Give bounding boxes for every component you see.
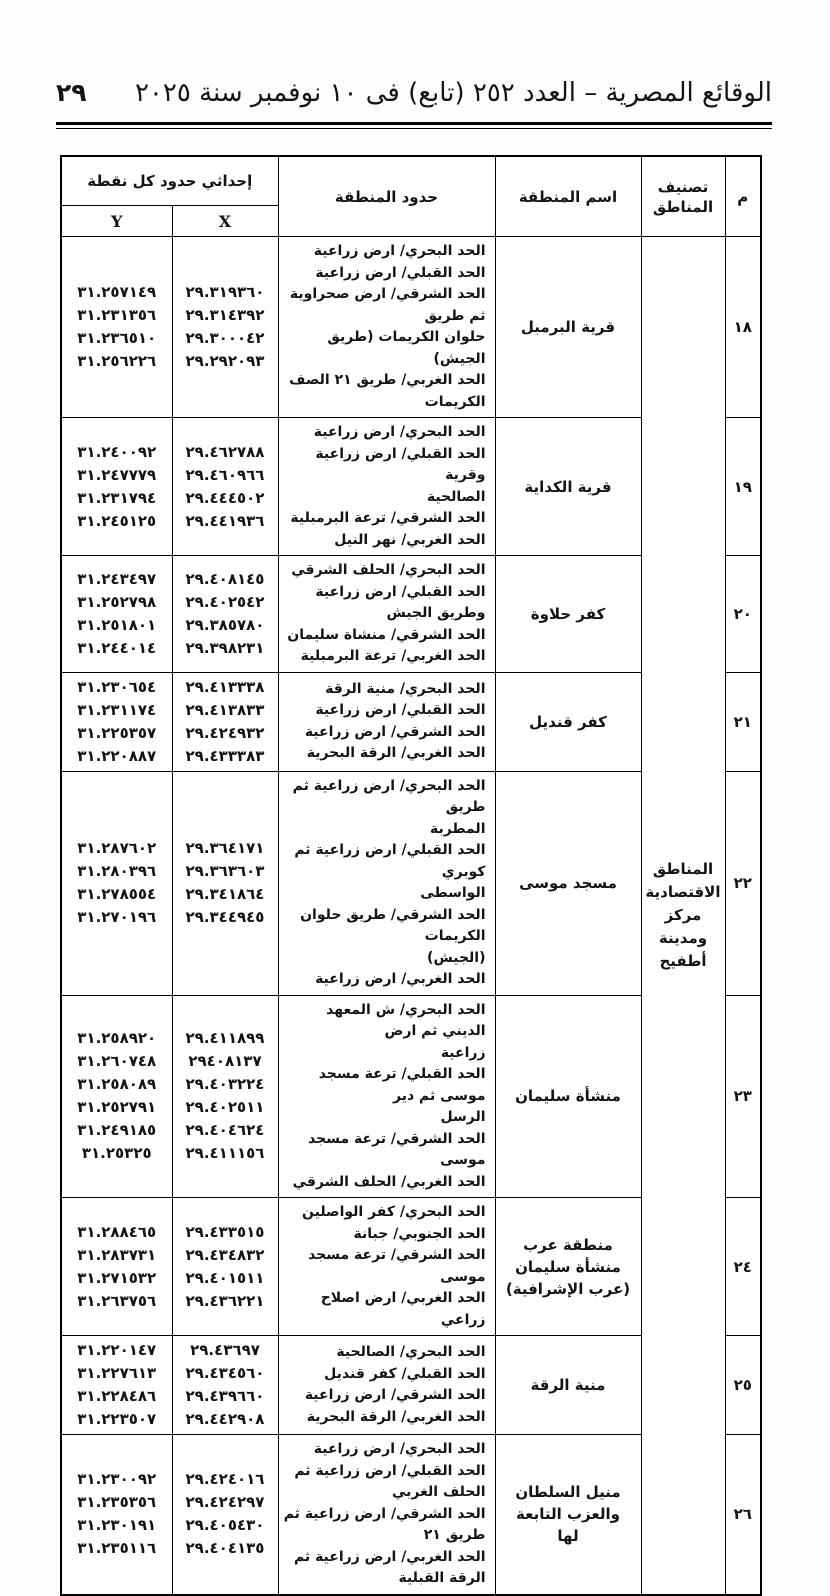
y-coordinate-value: ٣١.٢٢٣٥٠٧ bbox=[77, 1410, 157, 1428]
classification-line: المناطق bbox=[652, 859, 714, 878]
x-coordinate-value: ٢٩.٤٠٥٤٣٠ bbox=[185, 1516, 265, 1535]
row-index-cell: ١٩ bbox=[725, 418, 761, 556]
boundary-line: الحد البحري/ الصالحية bbox=[336, 1344, 486, 1360]
y-coordinate-value: ٣١.٢٤٩١٨٥ bbox=[77, 1121, 157, 1140]
boundary-line: الحد البحري/ ارض زراعية bbox=[313, 1441, 486, 1457]
page-number: ٢٩ bbox=[56, 78, 87, 107]
boundary-line: الحد البحري/ ارض زراعية bbox=[313, 243, 486, 259]
x-coordinate-value: ٢٩.٣٩٨٢٣١ bbox=[185, 638, 265, 657]
x-coordinate-value: ٢٩.٤٣٣٥١٥ bbox=[185, 1222, 265, 1241]
area-bounds-cell bbox=[278, 556, 495, 673]
boundary-line: الصالحية bbox=[426, 488, 486, 505]
y-coordinate-value: ٣١.٢٥٨٠٨٩ bbox=[77, 1075, 157, 1094]
y-coordinates-cell bbox=[61, 418, 172, 556]
y-coordinate-value: ٣١.٢٨٧٦٠٢ bbox=[77, 839, 157, 857]
x-coordinate-value: ٢٩.٤٦٢٧٨٨ bbox=[185, 442, 265, 461]
y-coordinate-value: ٣١.٢٤٤٠١٤ bbox=[77, 638, 157, 657]
x-coordinates-cell bbox=[172, 418, 278, 556]
boundary-line: الحد البحري/ منية الرقة bbox=[325, 680, 486, 697]
x-coordinate-value: ٢٩.٤٢٤٢٩٧ bbox=[185, 1493, 265, 1512]
classification-line: مركز bbox=[664, 905, 702, 924]
header-y-column: Y bbox=[61, 206, 172, 237]
area-name-cell: مسجد موسى bbox=[495, 771, 641, 995]
y-coordinate-value: ٣١.٢٥٦٢٢٦ bbox=[77, 352, 157, 370]
boundary-line: الحد القبلي/ ارض زراعية ثم كوبري bbox=[294, 842, 486, 880]
boundary-line: الحد الغربي/ الرقة البحرية bbox=[306, 745, 486, 761]
row-index-cell: ١٨ bbox=[725, 237, 761, 418]
boundary-line: الحد الغربي/ طريق ٢١ الصف الكريمات bbox=[289, 372, 486, 410]
y-coordinate-value: ٣١.٢٨٨٤٦٥ bbox=[77, 1222, 157, 1241]
boundary-line: الحد الشرقي/ طريق حلوان الكريمات bbox=[300, 906, 486, 944]
y-coordinates-cell bbox=[61, 771, 172, 995]
y-coordinates-cell bbox=[61, 237, 172, 418]
x-coordinate-value: ٢٩.٣٦٣٦٠٣ bbox=[185, 862, 265, 880]
boundary-line: الحد الغربي/ ارض زراعية bbox=[315, 971, 486, 987]
boundary-line: الحد القبلي/ ارض زراعية ثم الحلف الغربي bbox=[294, 1462, 486, 1500]
x-coordinate-value: ٢٩.٤١٣٨٣٣ bbox=[185, 700, 265, 719]
y-coordinates-cell bbox=[61, 1435, 172, 1595]
y-coordinate-value: ٣١.٢٥١٨٠١ bbox=[77, 615, 157, 634]
y-coordinate-value: ٣١.٢٦٠٧٤٨ bbox=[77, 1052, 157, 1071]
area-bounds-cell bbox=[278, 418, 495, 556]
boundary-line: الحد البحري/ كفر الواصلين bbox=[302, 1204, 486, 1220]
boundary-line: الحد القبلي/ ترعة مسجد موسى ثم دير bbox=[318, 1066, 486, 1104]
x-coordinate-value: ٢٩.٤٤٢٩٠٨ bbox=[185, 1410, 265, 1428]
x-coordinate-value: ٢٩.٤١١٨٩٩ bbox=[185, 1029, 265, 1048]
x-coordinates-cell bbox=[172, 237, 278, 418]
classification-line: ومدينة bbox=[658, 928, 708, 947]
gazette-title: الوقائع المصرية – العدد ٢٥٢ (تابع) فى ١٠ نوفمبر سنة ٢٠٢٥ bbox=[134, 78, 772, 108]
boundary-line: الحد الغربي/ ارض زراعية ثم الرقة القبلية bbox=[293, 1548, 486, 1586]
x-coordinate-value: ٢٩.٤٠٤١٣٥ bbox=[185, 1539, 265, 1558]
header-divider bbox=[56, 122, 772, 129]
y-coordinates-cell bbox=[61, 1198, 172, 1336]
boundary-line: (الجيش) bbox=[427, 949, 486, 966]
boundary-line: الحد القبلي/ ارض زراعية bbox=[315, 264, 486, 281]
row-index-cell: ٢٣ bbox=[725, 995, 761, 1198]
boundary-line: الحد الشرقي/ ارض زراعية ثم طريق ٢١ bbox=[283, 1505, 486, 1543]
x-coordinate-value: ٢٩.٣٨٥٧٨٠ bbox=[185, 615, 265, 634]
area-name-cell: كفر قنديل bbox=[495, 672, 641, 771]
x-coordinates-cell bbox=[172, 672, 278, 771]
y-coordinate-value: ٣١.٢٤٧٧٧٩ bbox=[77, 465, 157, 484]
y-coordinate-value: ٣١.٢٣٥٣٥٦ bbox=[77, 1493, 157, 1512]
area-name-cell: قرية البرمبل bbox=[495, 237, 641, 418]
boundary-line: الحد الشرقي/ منشاة سليمان bbox=[287, 626, 486, 643]
x-coordinates-cell bbox=[172, 1198, 278, 1336]
row-index-cell: ٢٠ bbox=[725, 556, 761, 673]
y-coordinate-value: ٣١.٢٣١٣٥٦ bbox=[77, 306, 157, 324]
areas-table bbox=[60, 155, 762, 1596]
y-coordinate-value: ٣١.٢٧١٥٣٢ bbox=[77, 1268, 157, 1287]
x-coordinate-value: ٢٩.٤٤١٩٣٦ bbox=[185, 511, 265, 530]
boundary-line: الحد الشرقي/ ارض زراعية bbox=[304, 723, 486, 740]
boundary-line: الحد القبلي/ كفر قنديل bbox=[324, 1365, 486, 1382]
boundary-line: حلوان الكريمات (طريق الجيش) bbox=[327, 329, 486, 367]
boundary-line: الحد القبلي/ ارض زراعية bbox=[315, 702, 486, 718]
y-coordinate-value: ٣١.٢٤٥١٢٥ bbox=[77, 511, 157, 530]
boundary-line: الحد القبلي/ ارض زراعية وطريق الجيش bbox=[315, 583, 486, 621]
x-coordinate-value: ٢٩.٣١٤٣٩٢ bbox=[185, 306, 265, 324]
y-coordinate-value: ٣١.٢٤٣٤٩٧ bbox=[77, 569, 157, 588]
x-coordinate-value: ٢٩.٤١٣٣٣٨ bbox=[185, 677, 265, 696]
x-coordinate-value: ٢٩.٤١١١٥٦ bbox=[185, 1144, 265, 1163]
y-coordinates-cell bbox=[61, 672, 172, 771]
boundary-line: الحد الجنوبي/ جبانة bbox=[353, 1225, 486, 1242]
x-coordinate-value: ٢٩.٤٣٦٩٧ bbox=[190, 1341, 260, 1359]
boundary-line: الحد القبلي/ ارض زراعية وقرية bbox=[315, 445, 486, 483]
boundary-line: الحد الغربي/ ترعة البرمبلية bbox=[300, 648, 486, 664]
x-coordinate-value: ٢٩.٤٠٨١٤٥ bbox=[185, 569, 265, 588]
y-coordinate-value: ٣١.٢٣٠٦٥٤ bbox=[77, 677, 157, 696]
y-coordinate-value: ٣١.٢٣٠١٩١ bbox=[77, 1516, 157, 1535]
x-coordinate-value: ٢٩.٤٢٤٩٣٢ bbox=[185, 723, 265, 742]
y-coordinate-value: ٣١.٢٥٨٩٢٠ bbox=[77, 1029, 157, 1048]
y-coordinates-cell bbox=[61, 556, 172, 673]
x-coordinate-value: ٢٩.٤٤٤٥٠٢ bbox=[185, 488, 265, 507]
row-index-cell: ٢٢ bbox=[725, 771, 761, 995]
boundary-line: الحد الغربي/ الرقة البحرية bbox=[306, 1408, 486, 1425]
table-header bbox=[61, 156, 761, 237]
boundary-line: الحد الغربي/ نهر النيل bbox=[334, 531, 486, 548]
x-coordinate-value: ٢٩.٣١٩٣٦٠ bbox=[185, 283, 265, 301]
area-name-cell: قرية الكداية bbox=[495, 418, 641, 556]
x-coordinate-value: ٢٩.٣٦٤١٧١ bbox=[185, 839, 265, 857]
header-index: م bbox=[725, 156, 761, 237]
y-coordinate-value: ٣١.٢٥٣٢٥ bbox=[81, 1144, 152, 1163]
y-coordinate-value: ٣١.٢٣٦٥١٠ bbox=[77, 329, 157, 347]
boundary-line: الحد الشرقي/ ترعة مسجد موسى bbox=[308, 1247, 486, 1285]
boundary-line: الحد الغربي/ ارض اصلاح زراعي bbox=[320, 1290, 486, 1328]
boundary-line: الحد الشرقي/ ترعة البرمبلية bbox=[290, 510, 486, 526]
y-coordinate-value: ٣١.٢٣١٧٩٤ bbox=[77, 488, 157, 507]
gazette-page bbox=[0, 78, 830, 1586]
area-bounds-cell bbox=[278, 995, 495, 1198]
y-coordinate-value: ٣١.٢٤٠٠٩٢ bbox=[77, 442, 157, 461]
area-name-cell: منيل السلطان والعزب التابعة لها bbox=[495, 1435, 641, 1595]
boundary-line: الواسطى bbox=[420, 885, 486, 901]
x-coordinate-value: ٢٩.٤٣٦٢٢١ bbox=[185, 1291, 265, 1310]
boundary-line: زراعية bbox=[440, 1044, 486, 1061]
y-coordinate-value: ٣١.٢٢٨٤٨٦ bbox=[77, 1387, 157, 1405]
y-coordinates-cell bbox=[61, 995, 172, 1198]
area-name-cell: كفر حلاوة bbox=[495, 556, 641, 673]
x-coordinates-cell bbox=[172, 556, 278, 673]
row-index-cell: ٢٥ bbox=[725, 1336, 761, 1435]
y-coordinate-value: ٣١.٢٥٧١٤٩ bbox=[77, 283, 157, 301]
classification-cell bbox=[641, 237, 725, 1595]
header-area-bounds: حدود المنطقة bbox=[278, 156, 495, 237]
boundary-line: الحد البحري/ ارض زراعية bbox=[313, 424, 486, 440]
area-bounds-cell bbox=[278, 237, 495, 418]
area-bounds-cell bbox=[278, 1336, 495, 1435]
x-coordinates-cell bbox=[172, 1435, 278, 1595]
x-coordinate-value: ٢٩.٤٣٩٦٦٠ bbox=[185, 1387, 265, 1405]
x-coordinate-value: ٢٩.٣٤١٨٦٤ bbox=[185, 885, 265, 903]
area-bounds-cell bbox=[278, 771, 495, 995]
boundary-line: الحد البحري/ الحلف الشرقي bbox=[291, 562, 486, 578]
boundary-line: الحد الشرقي/ ترعة مسجد موسى bbox=[308, 1130, 486, 1168]
area-bounds-cell bbox=[278, 1435, 495, 1595]
header-area-name: اسم المنطقة bbox=[495, 156, 641, 237]
y-coordinate-value: ٣١.٢٣٥١١٦ bbox=[77, 1539, 157, 1558]
boundary-line: الحد الشرقي/ ارض صحراوية ثم طريق bbox=[289, 286, 486, 324]
y-coordinate-value: ٣١.٢٥٢٧٩٨ bbox=[77, 592, 157, 611]
y-coordinate-value: ٣١.٢٥٢٧٩١ bbox=[77, 1098, 157, 1117]
row-index-cell: ٢١ bbox=[725, 672, 761, 771]
area-bounds-cell bbox=[278, 672, 495, 771]
x-coordinates-cell bbox=[172, 771, 278, 995]
x-coordinate-value: ٢٩.٤٢٤٠١٦ bbox=[185, 1470, 265, 1489]
table-row bbox=[61, 237, 761, 418]
y-coordinate-value: ٣١.٢٨٣٧٣١ bbox=[77, 1245, 157, 1264]
x-coordinate-value: ٢٩.٤٣٣٣٨٣ bbox=[185, 746, 265, 765]
x-coordinate-value: ٢٩.٣٠٠٠٤٢ bbox=[185, 329, 265, 347]
x-coordinates-cell bbox=[172, 995, 278, 1198]
x-coordinate-value: ٢٩.٣٤٤٩٤٥ bbox=[185, 908, 265, 926]
y-coordinate-value: ٣١.٢٢٧٦١٣ bbox=[77, 1364, 157, 1382]
classification-line: أطفيح bbox=[659, 951, 707, 970]
header-classification: تصنيف المناطق bbox=[641, 156, 725, 237]
y-coordinate-value: ٣١.٢٢٠٨٨٧ bbox=[77, 746, 157, 765]
y-coordinate-value: ٣١.٢٧٨٥٥٤ bbox=[77, 885, 157, 903]
x-coordinate-value: ٢٩.٤٦٠٩٦٦ bbox=[185, 465, 265, 484]
x-coordinate-value: ٢٩.٤٠٣٢٢٤ bbox=[185, 1075, 265, 1094]
row-index-cell: ٢٤ bbox=[725, 1198, 761, 1336]
boundary-line: المطربة bbox=[429, 820, 486, 837]
header-x-column: X bbox=[172, 206, 278, 237]
boundary-line: الحد البحري/ ش المعهد الديني ثم ارض bbox=[326, 1001, 486, 1039]
boundary-line: الرسل bbox=[440, 1109, 486, 1125]
classification-line: الاقتصادية bbox=[645, 882, 721, 901]
area-name-cell: منشأة سليمان bbox=[495, 995, 641, 1198]
x-coordinate-value: ٢٩.٤٠٤٦٢٤ bbox=[185, 1121, 265, 1140]
row-index-cell: ٢٦ bbox=[725, 1435, 761, 1595]
x-coordinate-value: ٢٩.٤٠١٥١١ bbox=[185, 1268, 265, 1287]
area-bounds-cell bbox=[278, 1198, 495, 1336]
x-coordinate-value: ٢٩٤٠٨١٣٧ bbox=[188, 1052, 262, 1071]
x-coordinate-value: ٢٩.٤٣٤٨٣٢ bbox=[185, 1245, 265, 1264]
table-body bbox=[61, 237, 761, 1595]
y-coordinate-value: ٣١.٢٨٠٣٩٦ bbox=[77, 862, 157, 880]
x-coordinate-value: ٢٩.٤٣٤٥٦٠ bbox=[185, 1364, 265, 1382]
y-coordinate-value: ٣١.٢٣١١٧٤ bbox=[77, 700, 157, 719]
y-coordinate-value: ٣١.٢٢٥٣٥٧ bbox=[77, 723, 157, 742]
y-coordinates-cell bbox=[61, 1336, 172, 1435]
area-name-cell: منية الرقة bbox=[495, 1336, 641, 1435]
boundary-line: الحد الغربي/ الحلف الشرقي bbox=[292, 1173, 486, 1190]
y-coordinate-value: ٣١.٢٢٠١٤٧ bbox=[77, 1341, 157, 1359]
x-coordinates-cell bbox=[172, 1336, 278, 1435]
page-header bbox=[52, 78, 772, 108]
y-coordinate-value: ٣١.٢٣٠٠٩٢ bbox=[77, 1470, 157, 1489]
header-coordinates: إحداثي حدود كل نقطة bbox=[61, 156, 278, 206]
y-coordinate-value: ٣١.٢٧٠١٩٦ bbox=[77, 908, 157, 926]
x-coordinate-value: ٢٩.٤٠٢٥٤٢ bbox=[185, 592, 265, 611]
boundary-line: الحد الشرقي/ ارض زراعية bbox=[304, 1387, 486, 1403]
y-coordinate-value: ٣١.٢٦٣٧٥٦ bbox=[77, 1291, 157, 1310]
boundary-line: الحد البحري/ ارض زراعية ثم طريق bbox=[292, 777, 486, 815]
x-coordinate-value: ٢٩.٢٩٢٠٩٣ bbox=[185, 352, 265, 370]
x-coordinate-value: ٢٩.٤٠٢٥١١ bbox=[185, 1098, 265, 1117]
area-name-cell: منطقة عرب منشأة سليمان (عرب الإشرافية) bbox=[495, 1198, 641, 1336]
